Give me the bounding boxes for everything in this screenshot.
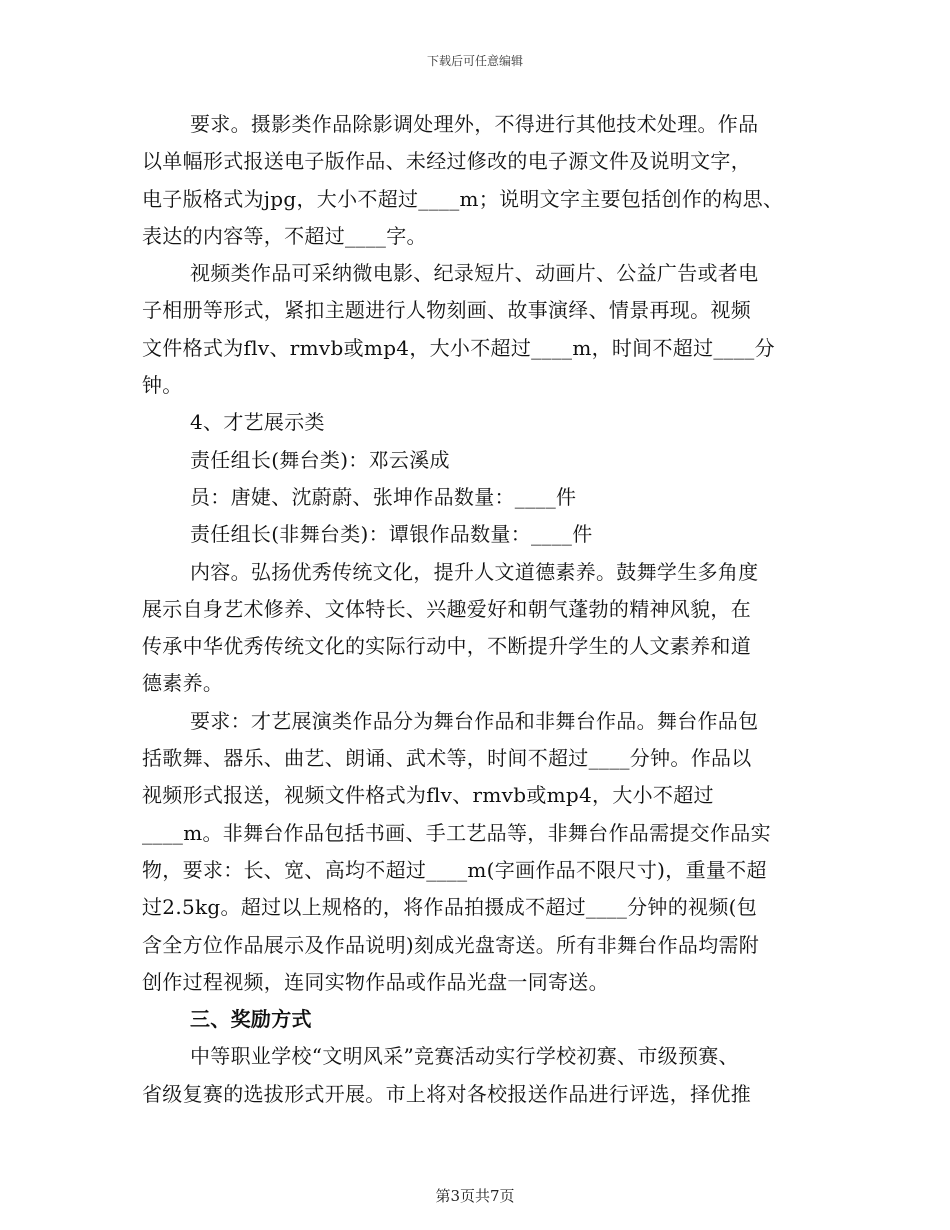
text-line: 省级复赛的选拔形式开展。市上将对各校报送作品进行评选，择优推 — [142, 1081, 751, 1106]
text-line: 责任组长(舞台类)：邓云溪成 — [190, 447, 450, 472]
text-line: 以单幅形式报送电子版作品、未经过修改的电子源文件及说明文字， — [142, 149, 751, 174]
text-line: ____m。非舞台作品包括书画、手工艺品等，非舞台作品需提交作品实 — [142, 820, 771, 845]
text-line: 内容。弘扬优秀传统文化，提升人文道德素养。鼓舞学生多角度 — [190, 559, 759, 584]
text-line: 员：唐婕、沈蔚蔚、张坤作品数量：____件 — [190, 484, 577, 509]
document-body — [142, 106, 812, 1113]
text-line: 括歌舞、器乐、曲艺、朗诵、武术等，时间不超过____分钟。作品以 — [142, 746, 752, 771]
text-line: 创作过程视频，连同实物作品或作品光盘一同寄送。 — [142, 969, 609, 994]
section-heading: 三、奖励方式 — [190, 1007, 312, 1032]
text-line: 子相册等形式，紧扣主题进行人物刻画、故事演绎、情景再现。视频 — [142, 298, 751, 323]
text-line: 展示自身艺术修养、文体特长、兴趣爱好和朝气蓬勃的精神风貌，在 — [142, 596, 751, 621]
text-line: 视频形式报送，视频文件格式为flv、rmvb或mp4，大小不超过 — [142, 783, 714, 808]
text-line: 钟。 — [142, 373, 183, 398]
text-line: 含全方位作品展示及作品说明)刻成光盘寄送。所有非舞台作品均需附 — [142, 932, 760, 957]
text-line: 责任组长(非舞台类)：谭银作品数量：____件 — [190, 522, 593, 547]
text-line: 物，要求：长、宽、高均不超过____m(字画作品不限尺寸)，重量不超 — [142, 857, 767, 882]
text-line: 视频类作品可采纳微电影、纪录短片、动画片、公益广告或者电 — [190, 261, 759, 286]
page-header: 下载后可任意编辑 — [426, 54, 523, 68]
text-line: 中等职业学校“文明风采”竞赛活动实行学校初赛、市级预赛、 — [190, 1044, 739, 1069]
text-line: 要求：才艺展演类作品分为舞台作品和非舞台作品。舞台作品包 — [190, 708, 759, 733]
text-line: 德素养。 — [142, 671, 224, 696]
text-line: 过2.5kg。超过以上规格的，将作品拍摄成不超过____分钟的视频(包 — [142, 895, 758, 920]
text-line: 文件格式为flv、rmvb或mp4，大小不超过____m，时间不超过____分 — [142, 335, 775, 360]
text-line: 传承中华优秀传统文化的实际行动中，不断提升学生的人文素养和道 — [142, 634, 751, 659]
text-line: 4、才艺展示类 — [190, 410, 325, 435]
text-line: 要求。摄影类作品除影调处理外，不得进行其他技术处理。作品 — [190, 112, 759, 136]
text-line: 表达的内容等，不超过____字。 — [142, 223, 427, 248]
text-line: 电子版格式为jpg，大小不超过____m；说明文字主要包括创作的构思、 — [142, 186, 784, 211]
page-footer: 第3页共7页 — [435, 1187, 515, 1205]
